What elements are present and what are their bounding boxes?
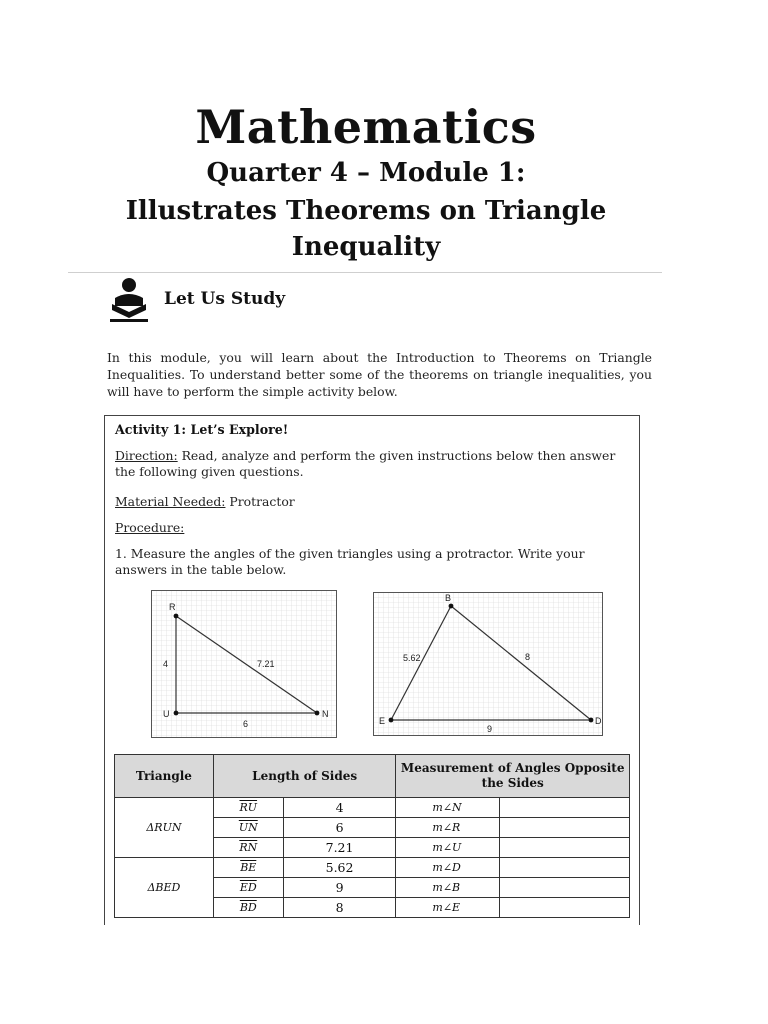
answer-cell[interactable] — [500, 878, 630, 898]
angle-cell: m∠E — [396, 898, 500, 918]
table-header-angles: Measurement of Angles Opposite the Sides — [396, 755, 630, 798]
side-label-be: 5.62 — [403, 653, 421, 663]
activity-box — [104, 415, 640, 925]
side-label-un: 6 — [243, 719, 249, 729]
length-cell: 9 — [283, 878, 396, 898]
side-name: $\overline{BD}$ — [239, 901, 257, 914]
side-cell — [213, 798, 283, 818]
table-row — [115, 798, 630, 818]
vertex-label-b: B — [445, 593, 452, 603]
vertex-label-e: E — [379, 716, 386, 726]
side-cell — [213, 878, 283, 898]
angle-cell: m∠D — [396, 858, 500, 878]
activity-title: Activity 1: Let’s Explore! — [115, 422, 289, 437]
procedure-step-1: 1. Measure the angles of the given triangles using a protractor. Write your answers in the table below. — [115, 546, 585, 577]
side-name: $\overline{ED}$ — [239, 881, 257, 894]
header-divider — [68, 272, 662, 273]
side-cell — [213, 898, 283, 918]
section-label: Let Us Study — [164, 289, 286, 309]
side-name: $\overline{UN}$ — [238, 821, 258, 834]
answer-cell[interactable] — [500, 858, 630, 878]
side-cell — [213, 818, 283, 838]
procedure-label — [115, 520, 630, 536]
side-cell — [213, 858, 283, 878]
procedure-label-text: Procedure: — [115, 520, 185, 535]
page-title: Mathematics — [195, 100, 537, 154]
angle-cell: m∠N — [396, 798, 500, 818]
triangle-cell-run: ΔRUN — [115, 798, 214, 858]
material-text: Protractor — [225, 494, 295, 509]
side-cell — [213, 838, 283, 858]
answer-cell[interactable] — [500, 798, 630, 818]
side-label-bd: 8 — [525, 652, 531, 662]
vertex-label-n: N — [322, 709, 329, 719]
module-topic-line-2: Inequality — [291, 232, 441, 262]
table-header-length: Length of Sides — [213, 755, 396, 798]
side-name: $\overline{RN}$ — [239, 841, 258, 854]
module-subtitle: Quarter 4 – Module 1: — [206, 158, 526, 188]
angle-cell: m∠B — [396, 878, 500, 898]
vertex-label-d: D — [595, 716, 602, 726]
angle-measurement-table — [114, 754, 630, 918]
answer-cell[interactable] — [500, 898, 630, 918]
direction-paragraph — [115, 448, 630, 480]
side-label-rn: 7.21 — [257, 659, 275, 669]
length-cell: 5.62 — [283, 858, 396, 878]
triangle-run-figure — [151, 590, 337, 738]
length-cell: 4 — [283, 798, 396, 818]
angle-cell: m∠R — [396, 818, 500, 838]
material-paragraph — [115, 494, 630, 510]
material-label: Material Needed: — [115, 494, 226, 509]
triangle-bed-figure — [373, 592, 603, 736]
side-name: $\overline{BE}$ — [240, 861, 257, 874]
side-label-ru: 4 — [163, 659, 169, 669]
vertex-label-r: R — [169, 602, 176, 612]
side-label-ed: 9 — [487, 724, 493, 734]
direction-text: Read, analyze and perform the given instructions below then answer the following given questions. — [115, 448, 616, 479]
table-row — [115, 858, 630, 878]
angle-cell: m∠U — [396, 838, 500, 858]
answer-cell[interactable] — [500, 838, 630, 858]
reading-person-icon — [106, 276, 152, 324]
side-name: $\overline{RU}$ — [239, 801, 258, 814]
length-cell: 8 — [283, 898, 396, 918]
answer-cell[interactable] — [500, 818, 630, 838]
triangle-cell-bed: ΔBED — [115, 858, 214, 918]
direction-label: Direction: — [115, 448, 178, 463]
table-header-triangle: Triangle — [115, 755, 214, 798]
vertex-label-u: U — [163, 709, 170, 719]
length-cell: 6 — [283, 818, 396, 838]
module-topic-line-1: Illustrates Theorems on Triangle — [125, 196, 607, 226]
intro-paragraph: In this module, you will learn about the Introduction to Theorems on Triangle Inequalities. To understand better some of the theorems on triangle inequalities, you will have to perform the simple activity below. — [107, 350, 652, 399]
length-cell: 7.21 — [283, 838, 396, 858]
